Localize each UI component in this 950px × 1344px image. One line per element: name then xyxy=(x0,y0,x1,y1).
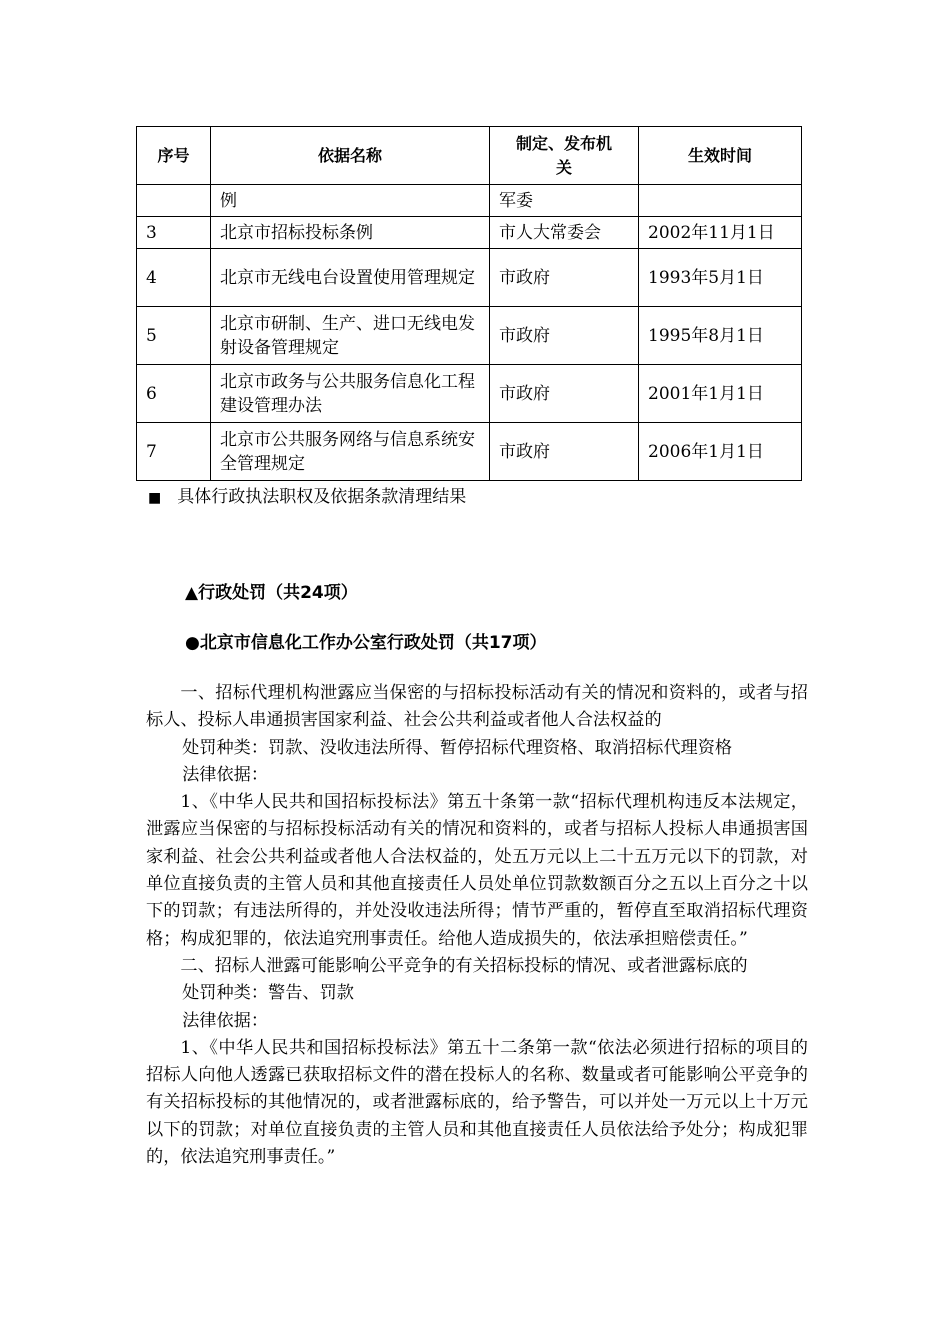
cell-org: 市政府 xyxy=(490,307,639,365)
cell-no: 7 xyxy=(137,423,211,481)
penalty-type-1: 处罚种类：罚款、没收违法所得、暂停招标代理资格、取消招标代理资格 xyxy=(182,737,733,758)
cell-no: 4 xyxy=(137,249,211,307)
square-bullet-icon: ■ xyxy=(148,490,162,506)
table-row xyxy=(137,185,802,217)
cell-org: 市政府 xyxy=(490,423,639,481)
table-row xyxy=(137,365,802,423)
table-header-row xyxy=(137,127,802,185)
legal-basis-label-1: 法律依据： xyxy=(182,764,269,785)
cell-date: 1993年5月1日 xyxy=(639,249,802,307)
cell-no: 3 xyxy=(137,217,211,249)
table-row xyxy=(137,217,802,249)
header-name: 依据名称 xyxy=(211,127,490,185)
cell-org: 市政府 xyxy=(490,365,639,423)
cell-org: 军委 xyxy=(490,185,639,217)
cell-date xyxy=(639,185,802,217)
legal-basis-text-2: 1、《中华人民共和国招标投标法》第五十二条第一款“依法必须进行招标的项目的招标人向他人透露已获取招标文件的潜在投标人的名称、数量或者可能影响公平竞争的有关招标投标的其他情况的，或者泄露标底的，给予警告，可以并处一万元以上十万元以下的罚款；对单位直接负责的主管人员和其他直接责任人员依法给予处分；构成犯罪的，依法追究刑事责任。” xyxy=(146,1037,808,1168)
cell-no: 5 xyxy=(137,307,211,365)
paragraph-item-2: 二、招标人泄露可能影响公平竞争的有关招标投标的情况、或者泄露标底的 xyxy=(180,955,748,976)
cell-no xyxy=(137,185,211,217)
table-row xyxy=(137,423,802,481)
cell-name: 北京市无线电台设置使用管理规定 xyxy=(211,249,490,307)
header-no: 序号 xyxy=(137,127,211,185)
table-row xyxy=(137,307,802,365)
cell-name: 北京市招标投标条例 xyxy=(211,217,490,249)
note-text: 具体行政执法职权及依据条款清理结果 xyxy=(177,487,467,507)
cell-org: 市人大常委会 xyxy=(490,217,639,249)
cell-date: 2006年1月1日 xyxy=(639,423,802,481)
header-org: 制定、发布机关 xyxy=(490,127,639,185)
heading-office-penalty: ●北京市信息化工作办公室行政处罚（共17项） xyxy=(185,633,547,653)
cell-date: 2002年11月1日 xyxy=(639,217,802,249)
cell-name: 北京市政务与公共服务信息化工程建设管理办法 xyxy=(211,365,490,423)
cell-date: 1995年8月1日 xyxy=(639,307,802,365)
cell-name: 北京市公共服务网络与信息系统安全管理规定 xyxy=(211,423,490,481)
section-note xyxy=(148,482,466,507)
paragraph-item-1: 一、招标代理机构泄露应当保密的与招标投标活动有关的情况和资料的，或者与招标人、投标人串通损害国家利益、社会公共利益或者他人合法权益的 xyxy=(146,683,808,731)
cell-org: 市政府 xyxy=(490,249,639,307)
heading-administrative-penalty: ▲行政处罚（共24项） xyxy=(185,583,358,603)
body-text xyxy=(146,680,808,1171)
penalty-type-2: 处罚种类：警告、罚款 xyxy=(182,983,354,1004)
legal-basis-table xyxy=(136,126,802,481)
legal-basis-label-2: 法律依据： xyxy=(182,1010,269,1031)
cell-name: 北京市研制、生产、进口无线电发射设备管理规定 xyxy=(211,307,490,365)
legal-basis-text-1: 1、《中华人民共和国招标投标法》第五十条第一款“招标代理机构违反本法规定，泄露应当保密的与招标投标活动有关的情况和资料的，或者与招标人投标人串通损害国家利益、社会公共利益或者他人合法权益的，处五万元以上二十五万元以下的罚款，对单位直接负责的主管人员和其他直接责任人员处单位罚款数额百分之五以上百分之十以下的罚款；有违法所得的，并处没收违法所得；情节严重的，暂停直至取消招标代理资格；构成犯罪的，依法追究刑事责任。给他人造成损失的，依法承担赔偿责任。” xyxy=(146,792,808,949)
header-date: 生效时间 xyxy=(639,127,802,185)
cell-name: 例 xyxy=(211,185,490,217)
cell-date: 2001年1月1日 xyxy=(639,365,802,423)
table-row xyxy=(137,249,802,307)
cell-no: 6 xyxy=(137,365,211,423)
